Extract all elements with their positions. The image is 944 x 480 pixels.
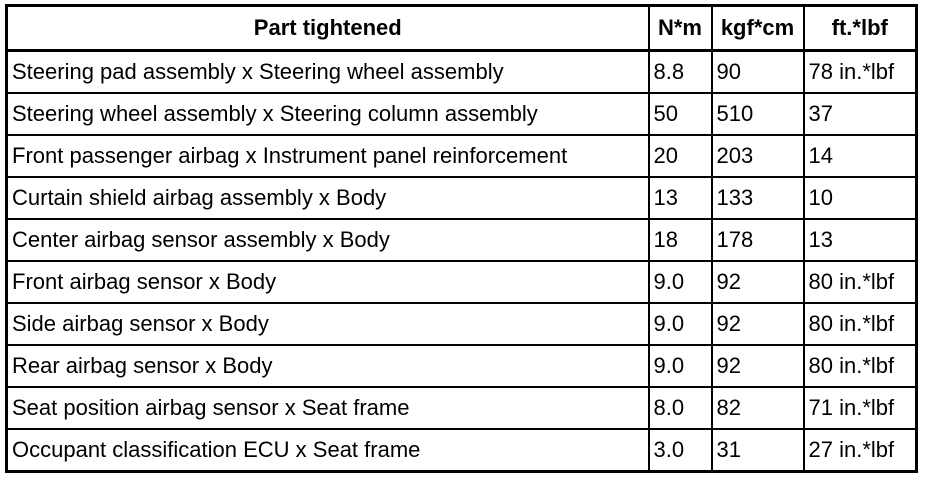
cell-part: Front airbag sensor x Body — [7, 261, 649, 303]
cell-nm: 9.0 — [649, 303, 712, 345]
table-row — [7, 177, 917, 219]
cell-ftlbf: 80 in.*lbf — [804, 261, 917, 303]
cell-ftlbf: 10 — [804, 177, 917, 219]
cell-kgfcm: 82 — [712, 387, 804, 429]
cell-nm: 8.0 — [649, 387, 712, 429]
cell-ftlbf: 27 in.*lbf — [804, 429, 917, 471]
header-row — [7, 6, 917, 51]
cell-part: Steering pad assembly x Steering wheel assembly — [7, 51, 649, 93]
cell-nm: 50 — [649, 93, 712, 135]
torque-specification-table — [5, 4, 918, 473]
table-row — [7, 93, 917, 135]
cell-kgfcm: 92 — [712, 261, 804, 303]
table-row — [7, 51, 917, 93]
cell-part: Steering wheel assembly x Steering column assembly — [7, 93, 649, 135]
table-row — [7, 345, 917, 387]
cell-kgfcm: 31 — [712, 429, 804, 471]
cell-part: Curtain shield airbag assembly x Body — [7, 177, 649, 219]
cell-ftlbf: 14 — [804, 135, 917, 177]
cell-part: Seat position airbag sensor x Seat frame — [7, 387, 649, 429]
cell-kgfcm: 133 — [712, 177, 804, 219]
cell-nm: 18 — [649, 219, 712, 261]
cell-kgfcm: 90 — [712, 51, 804, 93]
table-row — [7, 261, 917, 303]
cell-kgfcm: 92 — [712, 345, 804, 387]
cell-part: Side airbag sensor x Body — [7, 303, 649, 345]
cell-nm: 8.8 — [649, 51, 712, 93]
cell-ftlbf: 80 in.*lbf — [804, 345, 917, 387]
table-header — [7, 6, 917, 51]
table-body — [7, 51, 917, 472]
cell-part: Occupant classification ECU x Seat frame — [7, 429, 649, 471]
header-kgfcm: kgf*cm — [712, 6, 804, 51]
cell-ftlbf: 80 in.*lbf — [804, 303, 917, 345]
table-row — [7, 135, 917, 177]
cell-kgfcm: 178 — [712, 219, 804, 261]
cell-ftlbf: 78 in.*lbf — [804, 51, 917, 93]
header-part-tightened: Part tightened — [7, 6, 649, 51]
cell-nm: 13 — [649, 177, 712, 219]
header-nm: N*m — [649, 6, 712, 51]
cell-nm: 9.0 — [649, 261, 712, 303]
cell-kgfcm: 203 — [712, 135, 804, 177]
torque-table-container — [5, 4, 915, 473]
table-row — [7, 387, 917, 429]
cell-nm: 20 — [649, 135, 712, 177]
cell-part: Rear airbag sensor x Body — [7, 345, 649, 387]
cell-ftlbf: 37 — [804, 93, 917, 135]
table-row — [7, 303, 917, 345]
header-ftlbf: ft.*lbf — [804, 6, 917, 51]
table-row — [7, 429, 917, 471]
cell-part: Center airbag sensor assembly x Body — [7, 219, 649, 261]
cell-ftlbf: 13 — [804, 219, 917, 261]
cell-nm: 3.0 — [649, 429, 712, 471]
cell-kgfcm: 510 — [712, 93, 804, 135]
cell-kgfcm: 92 — [712, 303, 804, 345]
cell-ftlbf: 71 in.*lbf — [804, 387, 917, 429]
cell-nm: 9.0 — [649, 345, 712, 387]
cell-part: Front passenger airbag x Instrument panel reinforcement — [7, 135, 649, 177]
table-row — [7, 219, 917, 261]
